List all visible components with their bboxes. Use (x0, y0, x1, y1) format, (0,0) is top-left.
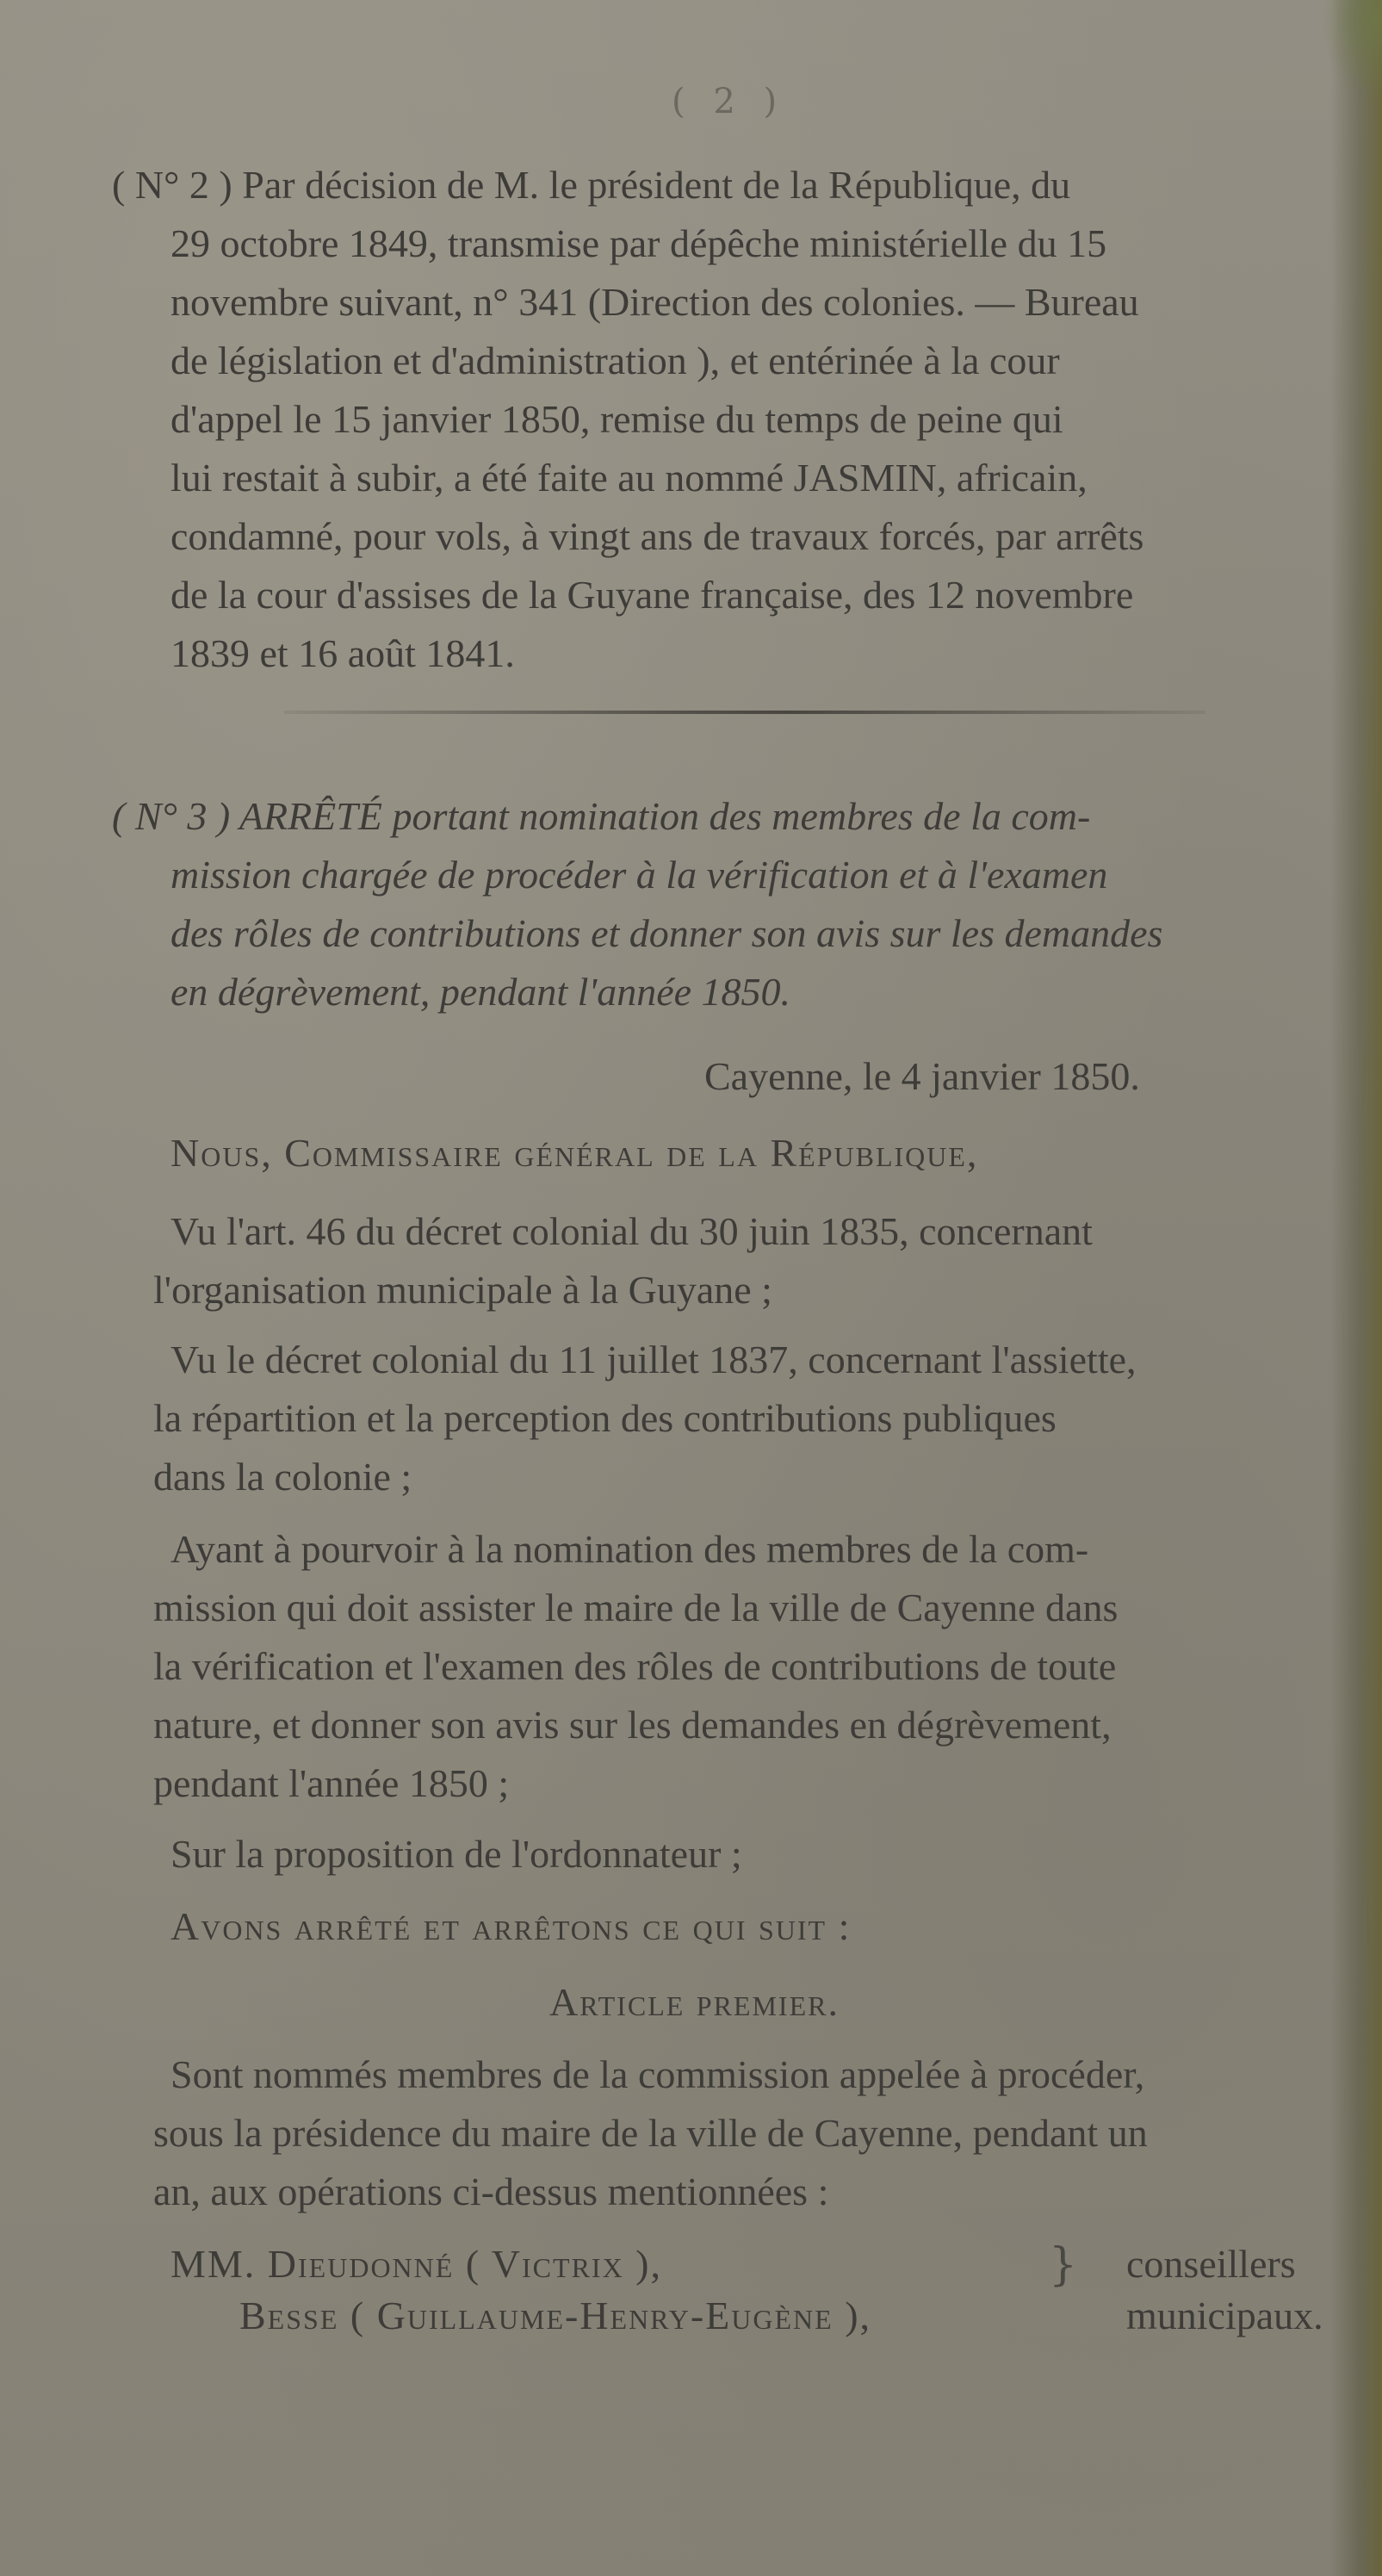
ayant-line-1: Ayant à pourvoir à la nomination des membres de la com- (170, 1527, 1089, 1571)
article-line-3: an, aux opérations ci-dessus mentionnées : (153, 2169, 829, 2213)
no2-line-9: 1839 et 16 août 1841. (170, 631, 515, 675)
page-edge-shadow (1330, 0, 1382, 2576)
section-separator-rule (284, 711, 1205, 714)
member-2: Besse ( Guillaume-Henry-Eugène ), (239, 2294, 872, 2337)
role-line-1: conseillers (1126, 2242, 1296, 2286)
page-number: ( 2 ) (672, 82, 786, 121)
no2-line-2: 29 octobre 1849, transmise par dépêche ministérielle du 15 (170, 221, 1107, 265)
no2-line-5: d'appel le 15 janvier 1850, remise du temps de peine qui (170, 397, 1063, 441)
no2-line-8: de la cour d'assises de la Guyane française, des 12 novembre (170, 573, 1134, 617)
no3-heading-line-2: mission chargée de procéder à la vérification et à l'examen (170, 853, 1108, 897)
page-stain (1322, 0, 1382, 103)
sur-proposition: Sur la proposition de l'ordonnateur ; (170, 1832, 742, 1876)
ayant-line-3: la vérification et l'examen des rôles de contributions de toute (153, 1644, 1117, 1688)
no3-heading-line-1: ( N° 3 ) ARRÊTÉ portant nomination des membres de la com- (112, 794, 1091, 838)
role-line-2: municipaux. (1126, 2294, 1323, 2337)
vu1-line-1: Vu l'art. 46 du décret colonial du 30 juin 1835, concernant (170, 1209, 1093, 1253)
members-brace: } (1049, 2239, 1078, 2291)
ayant-line-2: mission qui doit assister le maire de la ville de Cayenne dans (153, 1586, 1119, 1629)
dateline: Cayenne, le 4 janvier 1850. (704, 1054, 1140, 1098)
nous-heading: Nous, Commissaire général de la République, (170, 1131, 979, 1175)
no2-line-7: condamné, pour vols, à vingt ans de travaux forcés, par arrêts (170, 514, 1144, 558)
article-line-1: Sont nommés membres de la commission appelée à procéder, (170, 2052, 1145, 2096)
no2-line-1: ( N° 2 ) Par décision de M. le président de la République, du (112, 163, 1071, 207)
no2-line-4: de législation et d'administration ), et entérinée à la cour (170, 338, 1060, 382)
vu2-line-1: Vu le décret colonial du 11 juillet 1837, concernant l'assiette, (170, 1338, 1137, 1381)
avons-arrete: Avons arrêté et arrêtons ce qui suit : (170, 1904, 852, 1948)
vu2-line-2: la répartition et la perception des contributions publiques (153, 1396, 1057, 1440)
no3-heading-line-4: en dégrèvement, pendant l'année 1850. (170, 970, 791, 1014)
member-1: MM. Dieudonné ( Victrix ), (170, 2242, 663, 2286)
ayant-line-5: pendant l'année 1850 ; (153, 1761, 510, 1805)
no3-heading-line-3: des rôles de contributions et donner son avis sur les demandes (170, 911, 1163, 955)
vu2-line-3: dans la colonie ; (153, 1455, 412, 1499)
article-line-2: sous la présidence du maire de la ville de Cayenne, pendant un (153, 2111, 1148, 2155)
no2-line-3: novembre suivant, n° 341 (Direction des colonies. — Bureau (170, 280, 1139, 324)
ayant-line-4: nature, et donner son avis sur les demandes en dégrèvement, (153, 1703, 1112, 1747)
article-title: Article premier. (549, 1980, 840, 2024)
no2-line-6: lui restait à subir, a été faite au nommé JASMIN, africain, (170, 456, 1088, 500)
vu1-line-2: l'organisation municipale à la Guyane ; (153, 1268, 772, 1312)
